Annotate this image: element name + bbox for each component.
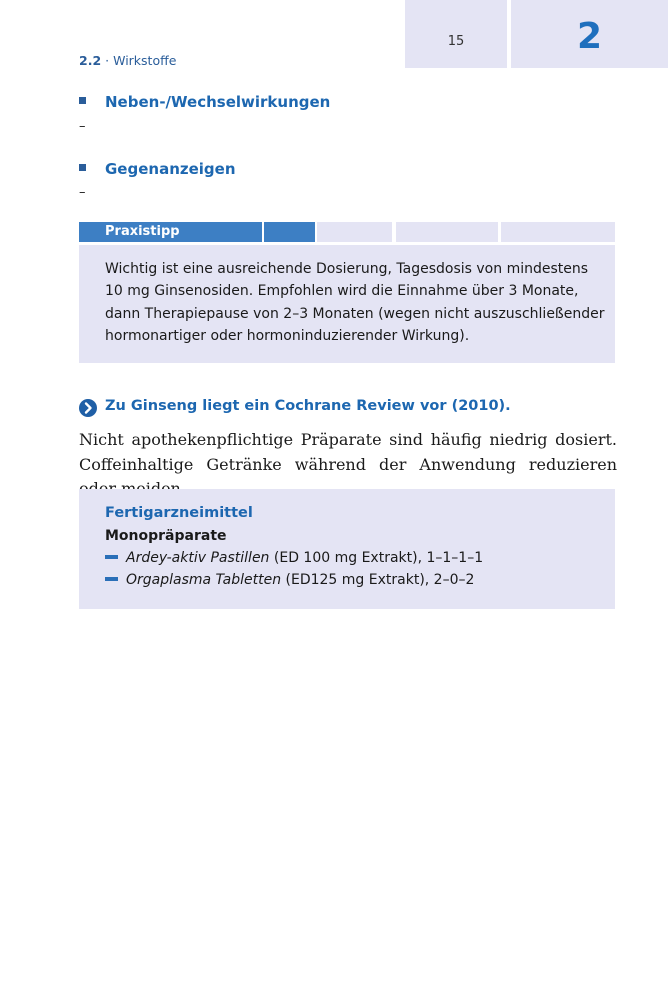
tip-label-bar-extension xyxy=(264,222,315,242)
monopraeparate-subtitle: Monopräparate xyxy=(105,528,227,544)
drug-name: Orgaplasma Tabletten xyxy=(126,572,282,588)
breadcrumb-title: Wirkstoffe xyxy=(113,53,177,68)
section-title: Gegenanzeigen xyxy=(105,160,236,178)
page-number: 15 xyxy=(447,34,465,49)
section-title: Neben-/Wechselwirkungen xyxy=(105,93,331,111)
tip-header-strip xyxy=(317,222,392,242)
section-side-effects xyxy=(79,93,330,111)
chapter-number: 2 xyxy=(576,16,603,57)
list-item xyxy=(105,572,474,588)
praxistipp-text: Wichtig ist eine ausreichende Dosierung, Tagesdosis von mindestens 10 mg Ginsenosiden. Empfohlen wird die Einnahme über 3 Monate, dann Therapiepause von 2–3 Monaten (wegen nicht auszuschließender hormonartiger oder hormoninduzierender Wirkung). xyxy=(105,261,605,344)
square-bullet-icon xyxy=(79,164,86,171)
section-content: – xyxy=(79,185,86,200)
drug-detail: (ED125 mg Extrakt), 2–0–2 xyxy=(281,572,475,588)
tip-header-strip xyxy=(396,222,498,242)
dash-bullet-icon xyxy=(105,577,118,581)
section-content: – xyxy=(79,119,86,134)
list-item xyxy=(105,550,483,566)
square-bullet-icon xyxy=(79,97,86,104)
drug-detail: (ED 100 mg Extrakt), 1–1–1–1 xyxy=(269,550,484,566)
praxistipp-label: Praxistipp xyxy=(105,224,180,239)
chevron-right-icon xyxy=(79,399,97,417)
cochrane-note: Zu Ginseng liegt ein Cochrane Review vor (2010). xyxy=(105,398,511,414)
breadcrumb-number: 2.2 xyxy=(79,53,102,68)
dash-bullet-icon xyxy=(105,555,118,559)
breadcrumb-separator: · xyxy=(105,53,110,68)
fertigarzneimittel-title: Fertigarzneimittel xyxy=(105,505,253,521)
drug-name: Ardey-aktiv Pastillen xyxy=(126,550,270,566)
breadcrumb xyxy=(79,53,176,68)
tip-header-strip xyxy=(501,222,615,242)
section-contraindications xyxy=(79,160,236,178)
body-paragraph: Nicht apothekenpflichtige Präparate sind häufig niedrig dosiert. Coffeinhaltige Getränke während der Anwendung reduzieren xyxy=(79,430,617,474)
